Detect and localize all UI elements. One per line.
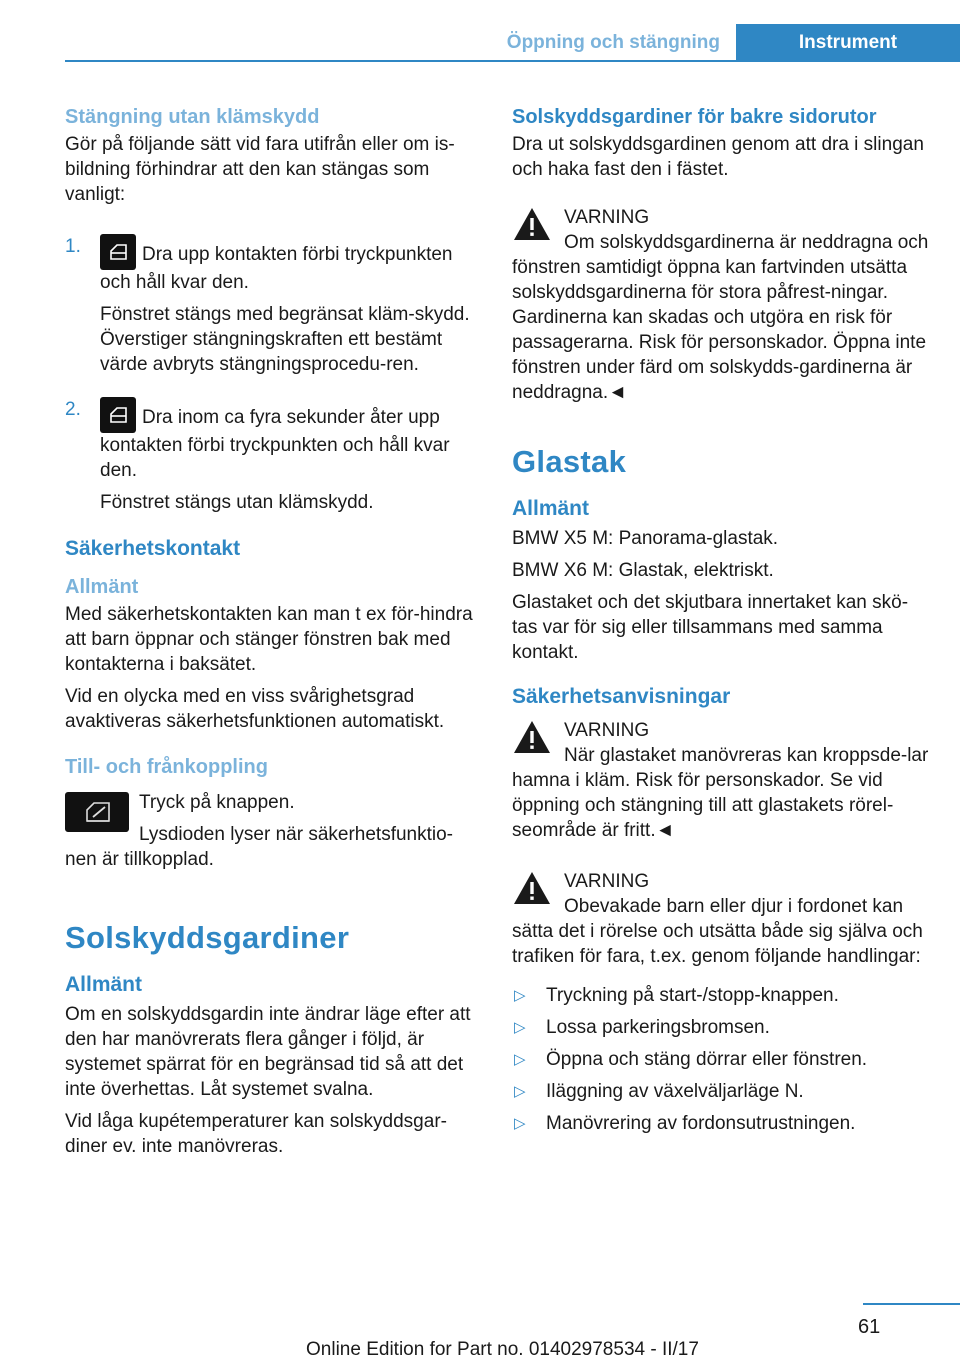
paragraph-roof-operation: Glastaket och det skjutbara innertaket kan skö-tas var för sig eller tillsammans med samma kontakt.: [512, 592, 909, 663]
warning-text: När glastaket manövreras kan kroppsde-lar hamna i kläm. Risk för personskador. Se vid öppning och stängning till att glastakets rörel-seområde är fritt.◄: [512, 745, 929, 841]
warning-title: VARNING: [564, 207, 650, 228]
paragraph-blinds-2: Vid låga kupétemperaturer kan solskyddsgar-diner ev. inte manövreras.: [65, 1111, 447, 1157]
step-1: [65, 234, 475, 377]
paragraph-x6m: BMW X6 M: Glastak, elektriskt.: [512, 560, 774, 581]
list-item: ▷ Öppna och stäng dörrar eller fönstren.: [514, 1049, 868, 1070]
paragraph-blinds-1: Om en solskyddsgardin inte ändrar läge efter att den har manövrerats flera gånger i följd, är systemet spärrat för en begränsad tid så att det inte överhettas. Låt systemet svalna.: [65, 1004, 471, 1100]
triangle-bullet-icon: ▷: [514, 987, 526, 1004]
subheading-general: Allmänt: [512, 497, 590, 520]
footer-rule: [863, 1303, 960, 1305]
step-note: Fönstret stängs utan klämskydd.: [100, 492, 374, 513]
triangle-bullet-icon: ▷: [514, 1019, 526, 1036]
heading-sun-blinds: Solskyddsgardiner: [65, 920, 350, 955]
page-header: [65, 24, 960, 62]
header-chapter-tab: Instrument: [736, 24, 960, 62]
right-column: [512, 104, 930, 1143]
paragraph-x5m: BMW X5 M: Panorama-glastak.: [512, 528, 779, 549]
heading-rear-side-blinds: Solskyddsgardiner för bakre sidorutor: [512, 106, 877, 128]
step-number: 1.: [65, 236, 81, 257]
triangle-bullet-icon: ▷: [514, 1051, 526, 1068]
paragraph-press-button: Tryck på knappen.: [139, 792, 295, 813]
triangle-bullet-icon: ▷: [514, 1083, 526, 1100]
step-text: Dra inom ca fyra sekunder åter upp kontakten förbi tryckpunkten och håll kvar den.: [100, 407, 450, 481]
subheading-general: Allmänt: [65, 973, 143, 996]
list-item: ▷ Tryckning på start-/stopp-knappen.: [514, 985, 839, 1006]
warning-triangle-icon: [512, 205, 552, 243]
page-number: 61: [858, 1316, 881, 1338]
window-switch-icon: [100, 234, 136, 270]
warning-box: [512, 867, 930, 969]
warning-box: [512, 716, 930, 843]
warning-text: Om solskyddsgardinerna är neddragna och fönstren samtidigt öppna kan fartvinden utsätta solskyddsgardinerna för stora påfrest-ningar. Gardinerna kan skadas och utgöra en risk för passagerarna. Risk för personskador. Öppna inte fönstren under färd om solskydds-gardinerna är neddragna.◄: [512, 232, 929, 403]
paragraph-safety-2: Vid en olycka med en viss svårighetsgrad avaktiveras säkerhetsfunktionen automatiskt.: [65, 686, 445, 732]
warning-title: VARNING: [564, 871, 650, 892]
left-column: [65, 104, 475, 1166]
safety-switch-icon: [65, 792, 129, 832]
heading-closing-without-pinch: Stängning utan klämskydd: [65, 106, 320, 128]
paragraph-led: Lysdioden lyser när säkerhetsfunktio-nen är tillkopplad.: [65, 824, 454, 870]
warning-triangle-icon: [512, 869, 552, 907]
warning-triangle-icon: [512, 718, 552, 756]
paragraph-intro: Gör på följande sätt vid fara utifrån eller om is-bildning förhindrar att den kan stängas som vanligt:: [65, 134, 455, 205]
subheading-general: Allmänt: [65, 576, 139, 598]
edition-footer: Online Edition for Part no. 01402978534 - II/17: [306, 1339, 699, 1360]
heading-safety-notes: Säkerhetsanvisningar: [512, 685, 731, 708]
list-item: ▷ Lossa parkeringsbromsen.: [514, 1017, 770, 1038]
triangle-bullet-icon: ▷: [514, 1115, 526, 1132]
warning-text: Obevakade barn eller djur i fordonet kan sätta det i rörelse och utsätta både sig själva och trafiken för fara, t.ex. genom följande handlingar:: [512, 896, 923, 967]
window-switch-icon: [100, 397, 136, 433]
warning-title: VARNING: [564, 720, 650, 741]
step-text: Dra upp kontakten förbi tryckpunkten och håll kvar den.: [100, 244, 453, 293]
list-item: ▷ Manövrering av fordonsutrustningen.: [514, 1113, 856, 1134]
hazard-action-list: [512, 983, 930, 1136]
header-section-title: Öppning och stängning: [506, 32, 720, 53]
heading-on-off: Till- och frånkoppling: [65, 756, 268, 778]
step-2: [65, 397, 475, 515]
safety-button-block: [65, 790, 475, 879]
heading-glass-roof: Glastak: [512, 444, 627, 479]
paragraph-pull-blind: Dra ut solskyddsgardinen genom att dra i slingan och haka fast den i fästet.: [512, 134, 924, 180]
header-rule: [65, 60, 960, 62]
warning-box: [512, 203, 930, 405]
heading-safety-switch: Säkerhetskontakt: [65, 537, 241, 560]
step-number: 2.: [65, 399, 81, 420]
list-item: ▷ Iläggning av växelväljarläge N.: [514, 1081, 804, 1102]
paragraph-safety-1: Med säkerhetskontakten kan man t ex för-hindra att barn öppnar och stänger fönstren bak med kontakterna i baksätet.: [65, 604, 473, 675]
step-note: Fönstret stängs med begränsat kläm-skydd. Överstiger stängningskraften ett bestämt värde avbryts stängningsprocedu-ren.: [100, 304, 470, 375]
